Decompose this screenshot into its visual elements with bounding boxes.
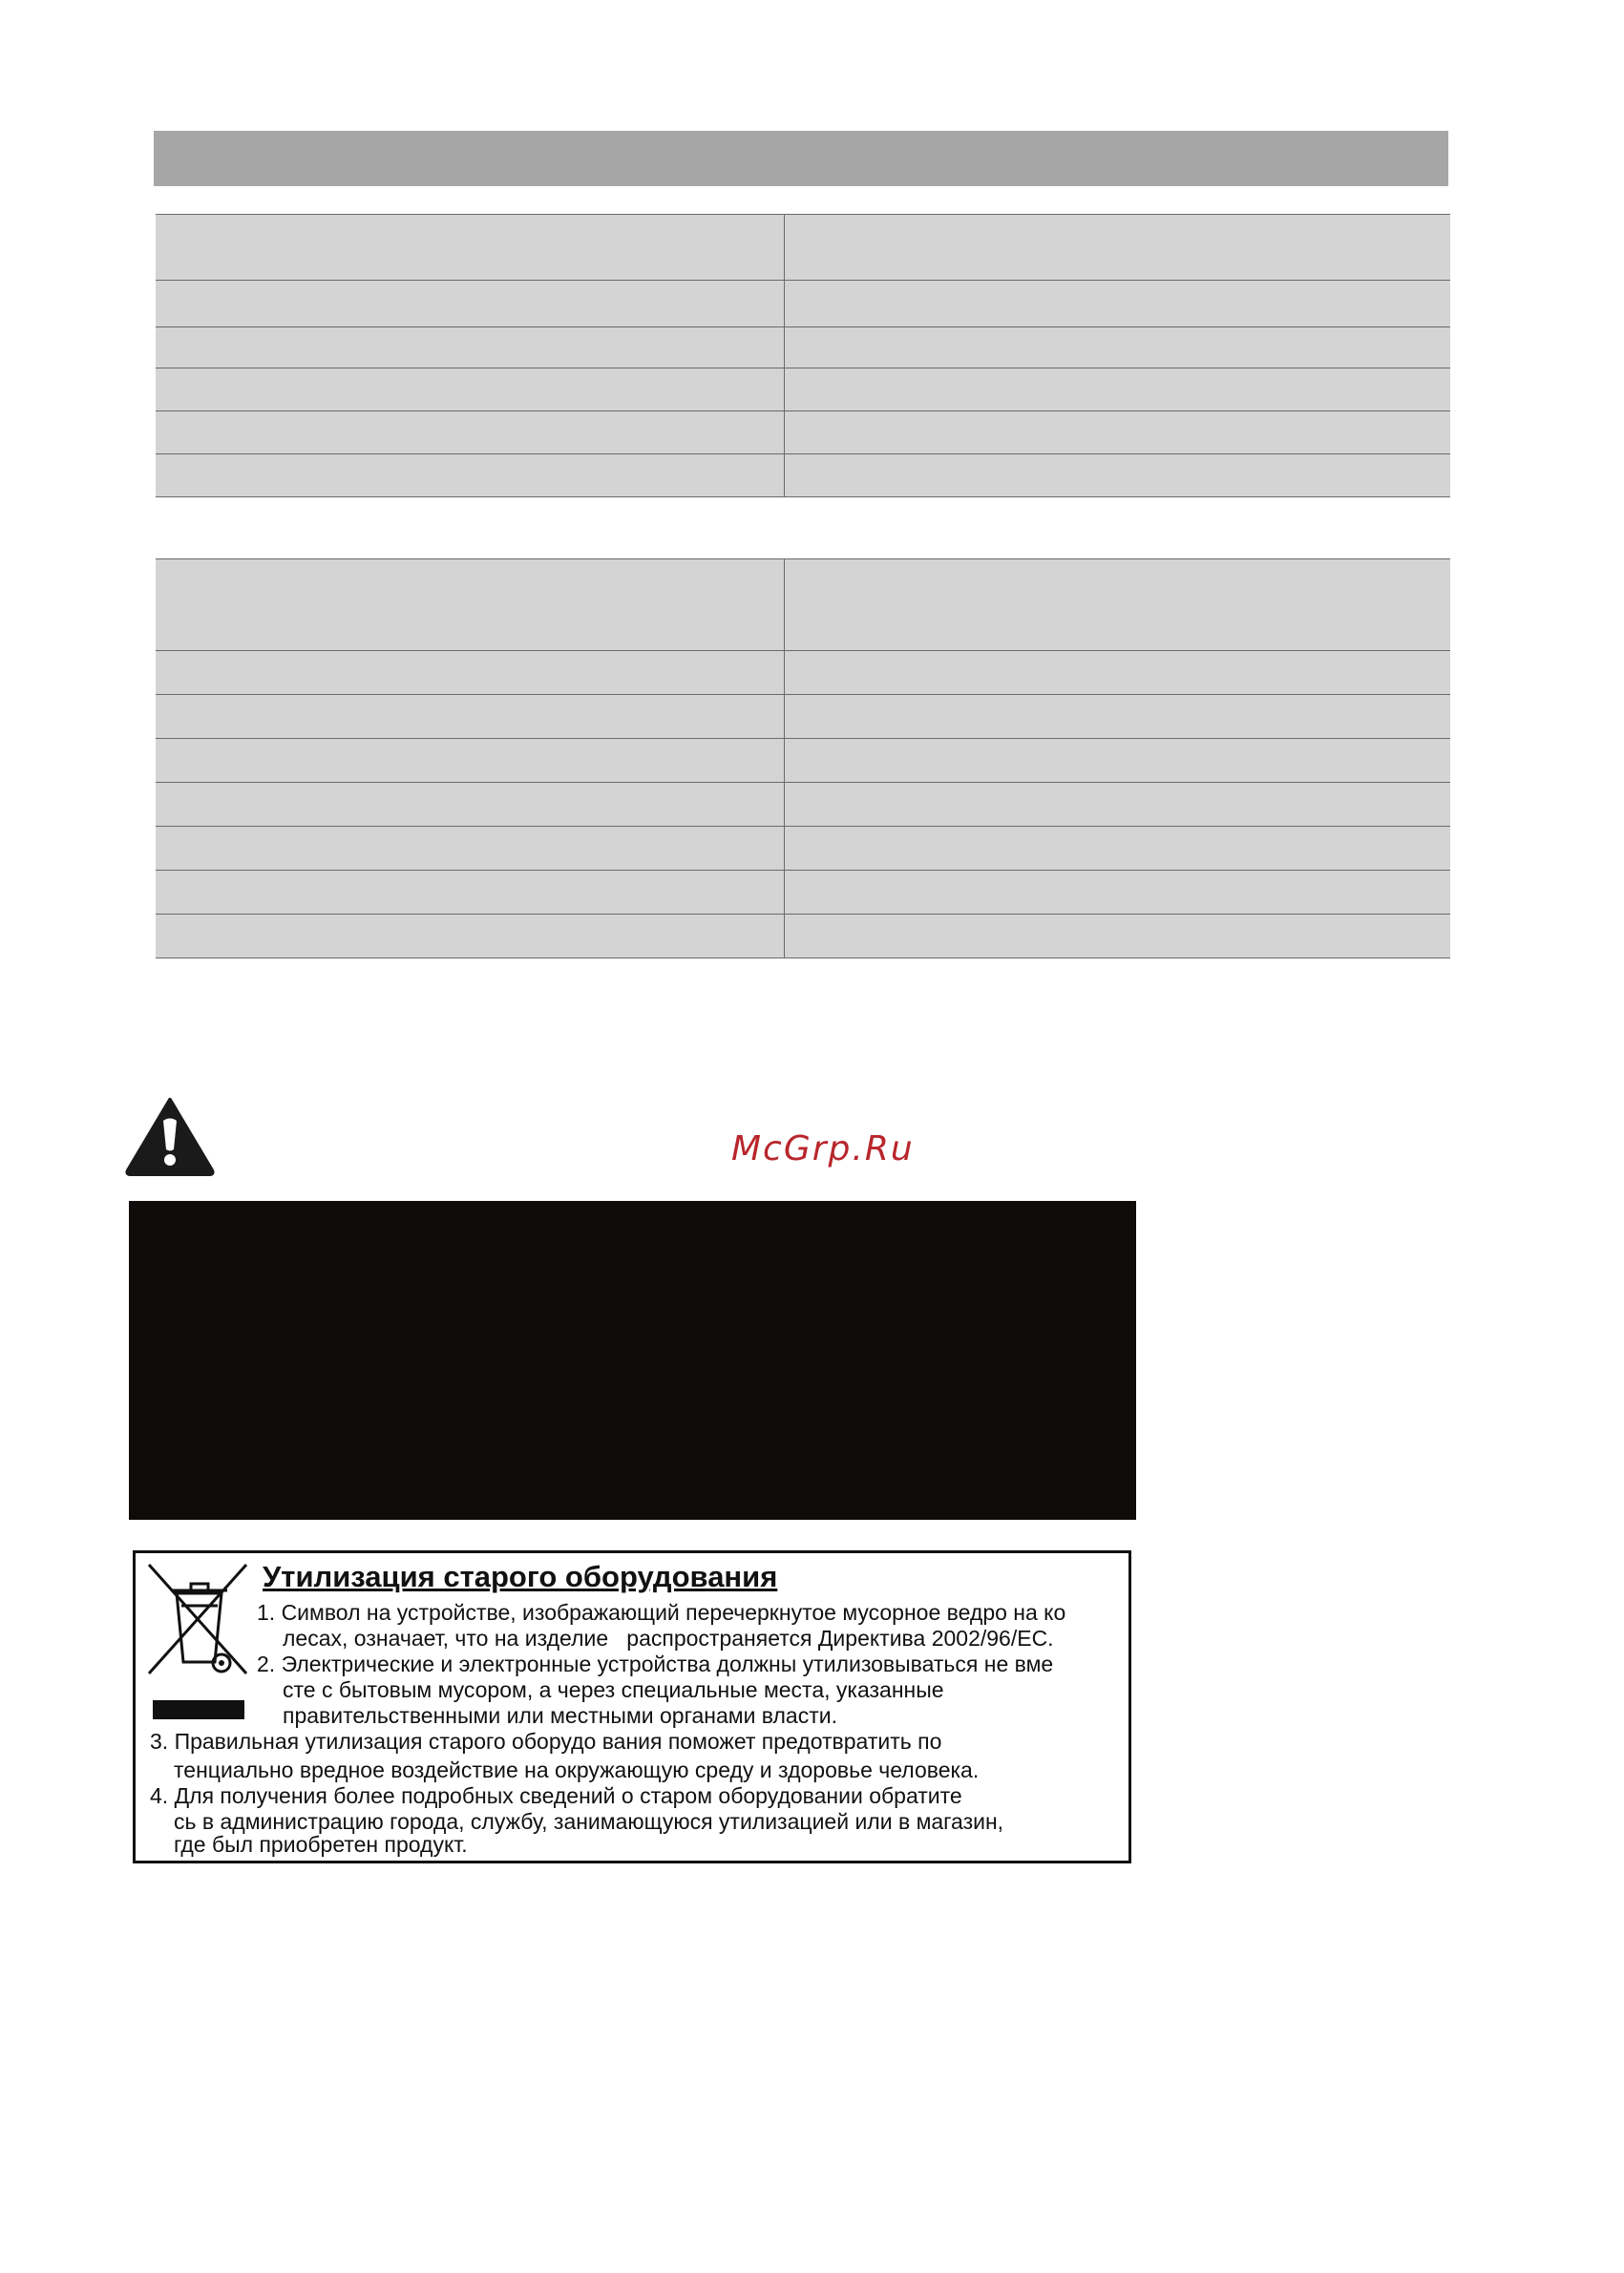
spec-table-1 bbox=[156, 214, 1450, 497]
table-row bbox=[156, 695, 1450, 739]
table-row bbox=[156, 827, 1450, 871]
watermark: McGrp.Ru bbox=[731, 1129, 915, 1168]
table-row bbox=[156, 411, 1450, 454]
weee-line-2: лесах, означает, что на изделие распространяется Директива 2002/96/EC. bbox=[283, 1626, 1054, 1651]
spec-table-2 bbox=[156, 558, 1450, 958]
table-row bbox=[156, 368, 1450, 411]
weee-line-9: сь в администрацию города, службу, занимающуюся утилизацией или в магазин, bbox=[174, 1809, 1004, 1834]
weee-line-8: 4. Для получения более подробных сведений о старом оборудовании обратите bbox=[150, 1783, 962, 1808]
black-notice-box bbox=[129, 1201, 1136, 1520]
table-row bbox=[156, 215, 1450, 281]
table-row bbox=[156, 559, 1450, 651]
weee-line-3: 2. Электрические и электронные устройства должны утилизовываться не вме bbox=[257, 1652, 1054, 1676]
weee-line-7: тенциально вредное воздействие на окружающую среду и здоровье человека. bbox=[174, 1757, 980, 1782]
crossed-out-wheelie-bin-icon bbox=[145, 1563, 252, 1675]
table-row bbox=[156, 783, 1450, 827]
weee-line-1: 1. Символ на устройстве, изображающий перечеркнутое мусорное ведро на ко bbox=[257, 1600, 1066, 1625]
weee-disposal-notice bbox=[133, 1550, 1131, 1863]
table-row bbox=[156, 915, 1450, 958]
table-row bbox=[156, 871, 1450, 915]
table-row bbox=[156, 281, 1450, 327]
warning-triangle-icon bbox=[124, 1096, 216, 1176]
weee-line-10: где был приобретен продукт. bbox=[174, 1832, 468, 1857]
table-row bbox=[156, 327, 1450, 368]
section-header-bar bbox=[154, 131, 1448, 186]
table-row bbox=[156, 739, 1450, 783]
weee-line-6: 3. Правильная утилизация старого оборудо вания поможет предотвратить по bbox=[150, 1729, 942, 1754]
table-row bbox=[156, 454, 1450, 497]
weee-black-bar bbox=[153, 1700, 244, 1719]
weee-line-5: правительственными или местными органами власти. bbox=[283, 1703, 837, 1728]
weee-line-4: сте с бытовым мусором, а через специальные места, указанные bbox=[283, 1677, 944, 1702]
weee-title: Утилизация старого оборудования bbox=[263, 1560, 778, 1593]
table-row bbox=[156, 651, 1450, 695]
